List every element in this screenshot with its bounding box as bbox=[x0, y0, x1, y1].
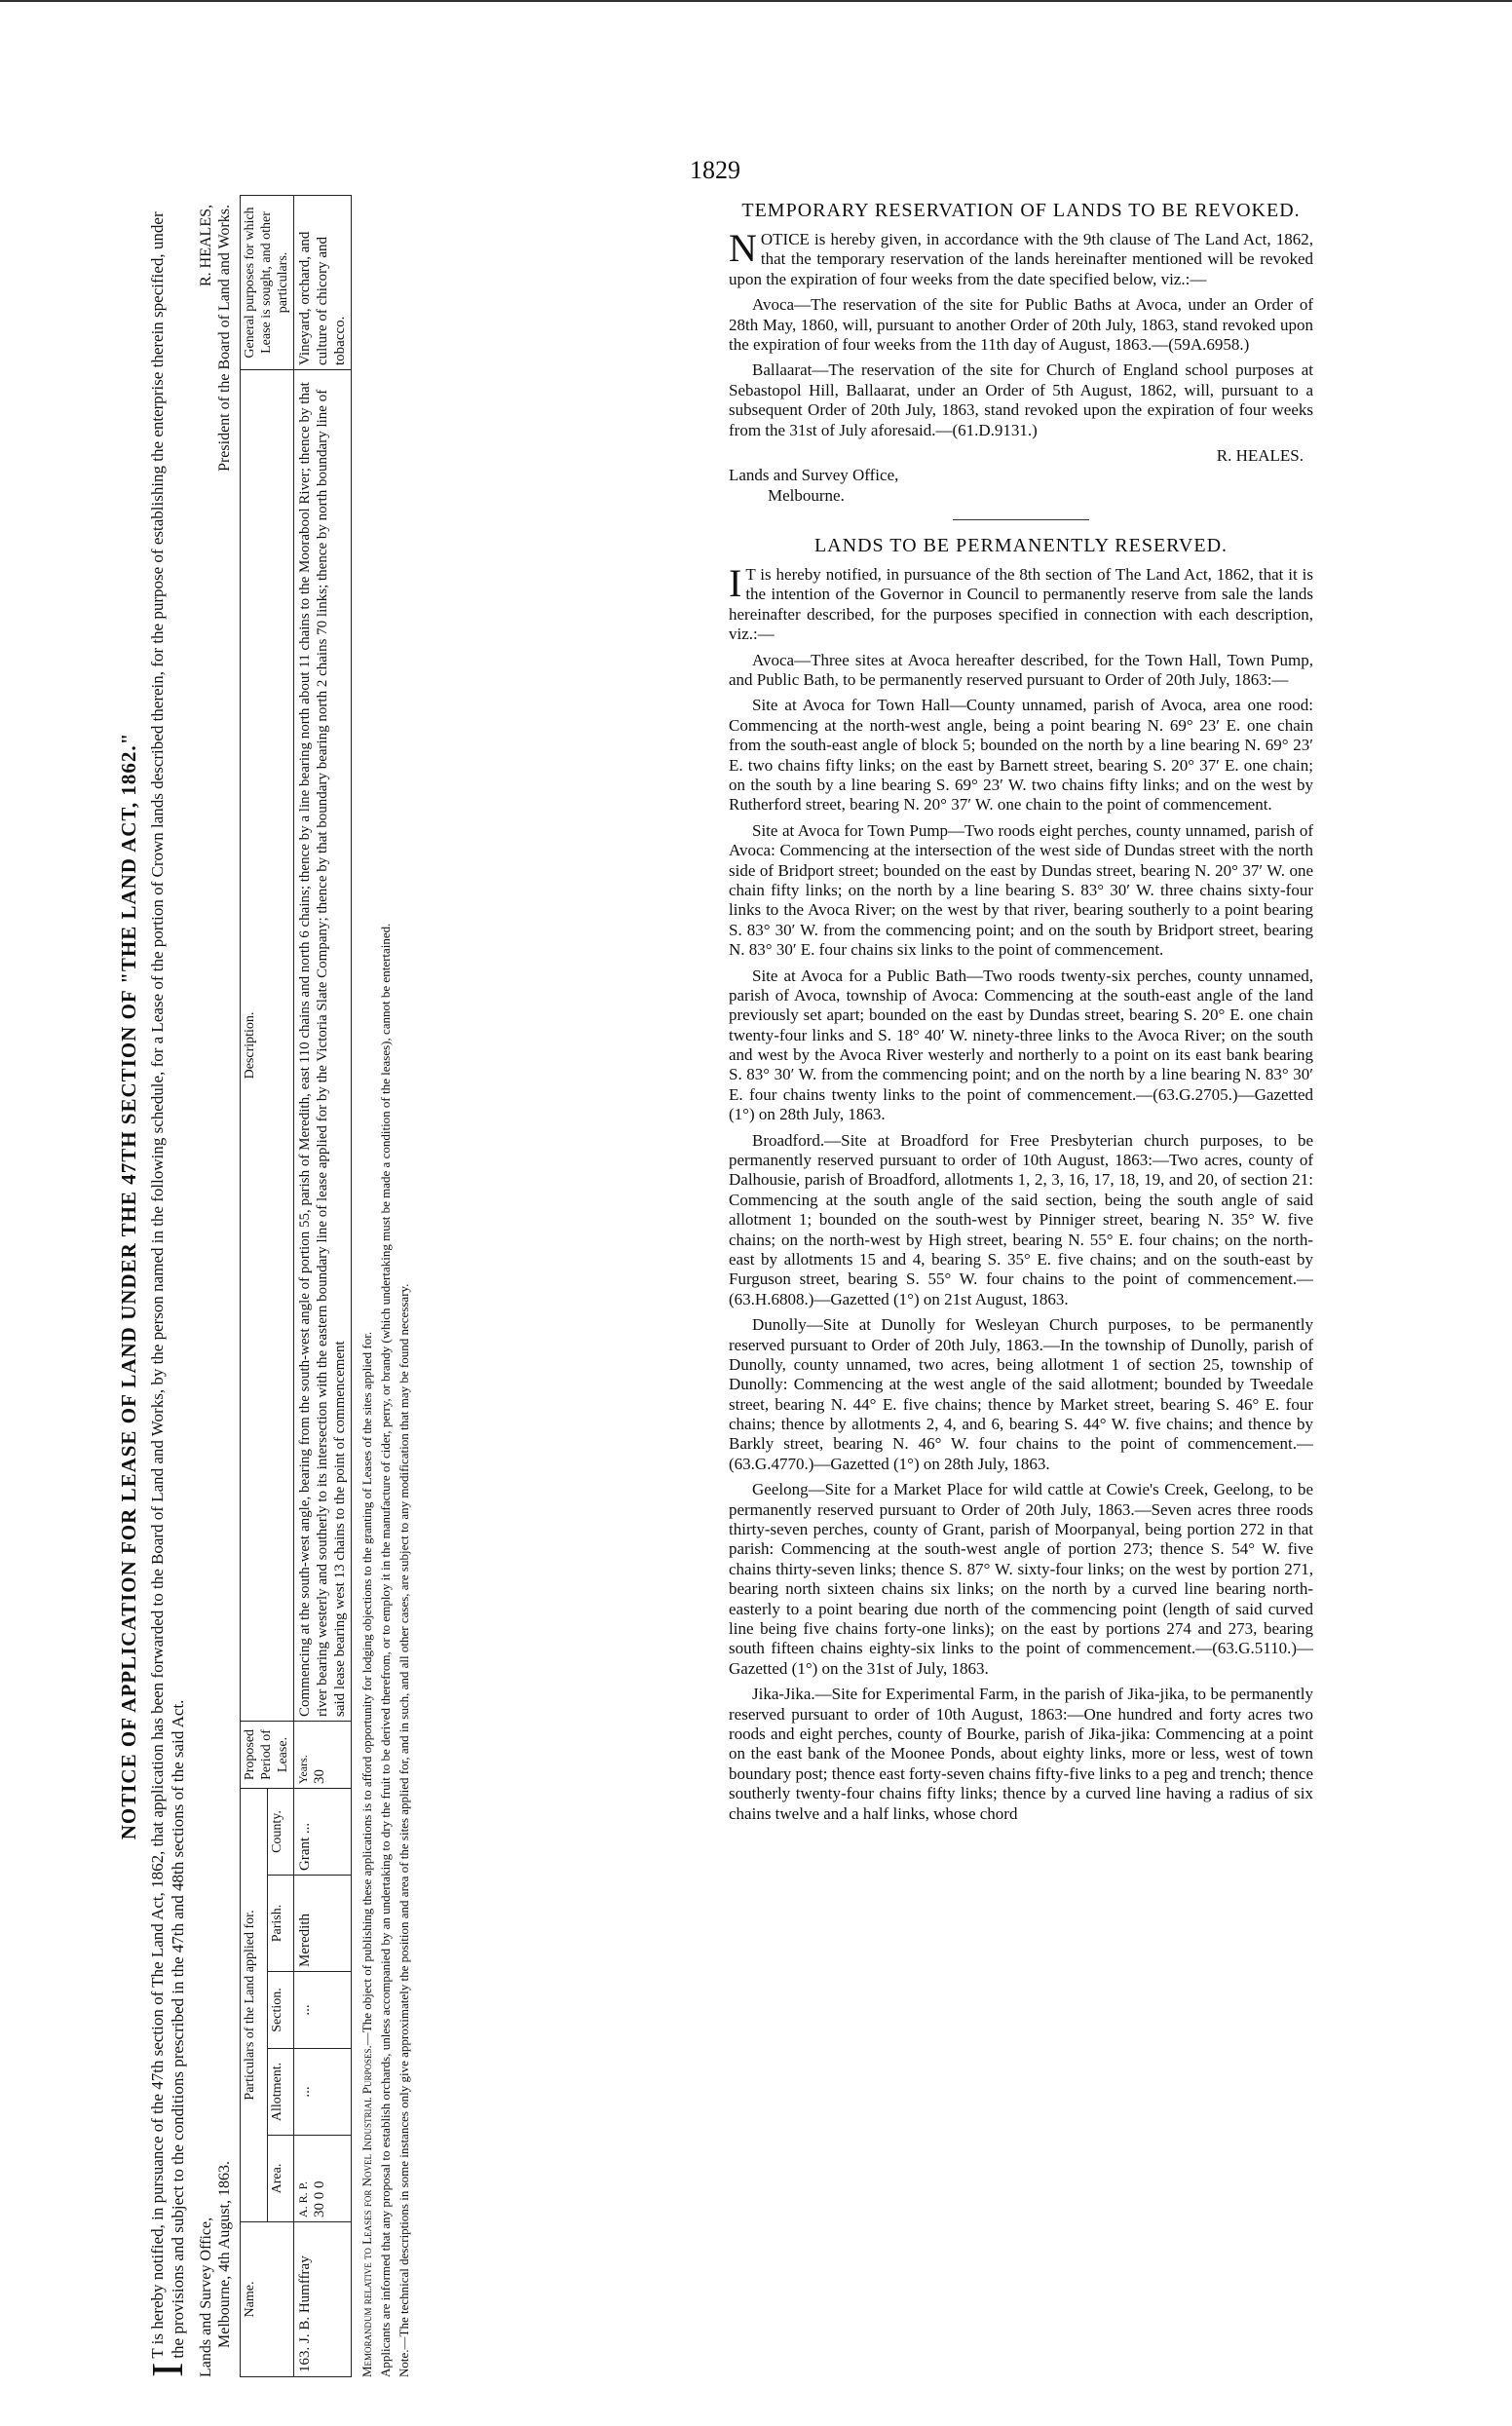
avoca-sites: Avoca—Three sites at Avoca hereafter described, for the Town Hall, Town Pump, and Public Bath, to be permanently reserved pursuant to Order of 20th July, 1863:— bbox=[729, 650, 1313, 690]
notice-intro bbox=[142, 195, 193, 2377]
office-line: Lands and Survey Office, bbox=[729, 466, 899, 485]
memorandum bbox=[359, 195, 413, 2377]
table-row bbox=[294, 196, 352, 2377]
lease-application-notice bbox=[115, 195, 738, 2377]
avoca-public-bath: Site at Avoca for a Public Bath—Two roods twenty-six perches, county unnamed, parish of Avoca, township of Avoca: Commencing at the south-east angle of the land previously set apart; bounded on the east by Dundas street, bearing S. 20° E. one chain twenty-four links and S. 18° 40′ W. ninety-three links to the Avoca River; on the south and west by the Avoca River westerly and northerly to a point on its east bank bearing S. 83° 30′ W. from the commencing point; and on the north by a line bearing N. 83° 30′ E. four chains twenty links to the point of commencement.—(63.G.2705.)—Gazetted (1°) on 28th July, 1863. bbox=[729, 966, 1313, 1124]
period-value: 30 bbox=[311, 1769, 327, 1784]
intro-text: T is hereby notified, in pursuance of the 47th section of The Land Act, 1862, that application has been forwarded to the Board of Land and Works, by the person named in the following schedule, for a Lease of the portion of Crown lands described therein, for the purpose of establishing the enterprise therein specified, under the provisions and subject to the conditions prescribed in the 47th and 48th sections of the said Act. bbox=[148, 211, 188, 2359]
signer-name: R. HEALES, bbox=[197, 205, 214, 286]
notice-title: NOTICE OF APPLICATION FOR LEASE OF LAND UNDER THE 47TH SECTION OF "THE LAND ACT, 1862." bbox=[117, 732, 140, 1840]
page-number: 1829 bbox=[690, 156, 740, 184]
col-particulars: Particulars of the Land applied for. bbox=[241, 1789, 268, 2222]
col-parish: Parish. bbox=[267, 1876, 294, 1972]
period-units: Years. bbox=[296, 1755, 311, 1784]
drop-cap: N bbox=[729, 226, 757, 270]
col-allotment: Allotment. bbox=[267, 2049, 294, 2136]
memo-para bbox=[359, 195, 376, 2377]
avoca-revocation: Avoca—The reservation of the site for Public Baths at Avoca, under an Order of 28th May, 1860, will, pursuant to another Order of 20th July, 1863, stand revoked upon the expiration of four weeks from the 11th day of August, 1863.—(59A.6958.) bbox=[729, 295, 1313, 354]
col-section: Section. bbox=[267, 1972, 294, 2049]
broadford-site: Broadford.—Site at Broadford for Free Presbyterian church purposes, to be permanently reserved pursuant to order of 10th August, 1863:—Two acres, county of Dalhousie, parish of Broadford, allotments 1, 2, 3, 16, 17, 18, 19, and 20, of section 21: Commencing at the south angle of the said section, being the south angle of said allotment 1; bounded on the south-west by Pinniger street, bearing N. 35° W. five chains; on the north-west by High street, bearing N. 55° E. four chains; on the north-east by allotments 15 and 4, bearing S. 35° E. five chains; and on the south-east by Furguson street, bearing S. 55° W. four chains to the point of commencement.—(63.H.6808.)—Gazetted (1°) on 21st August, 1863. bbox=[729, 1130, 1313, 1308]
permanent-intro-text: T is hereby notified, in pursuance of the 8th section of The Land Act, 1862, that it is the intention of the Governor in Council to permanently reserve from sale the lands hereinafter described, for the purposes specified in connection with each description, viz.:— bbox=[729, 565, 1313, 644]
col-description: Description. bbox=[241, 370, 294, 1722]
office-line: Lands and Survey Office, bbox=[197, 2217, 214, 2377]
notice-text: OTICE is hereby given, in accordance with the 9th clause of The Land Act, 1862, that the temporary reservation of the lands hereinafter mentioned will be revoked upon the expiration of four weeks from the date specified below, viz.:— bbox=[729, 230, 1313, 288]
memo-note: Note.—The technical descriptions in some instances only give approximately the position and area of the sites applied for, and in such, and all other cases, are subject to any modification that may be found necessary. bbox=[397, 1283, 412, 2377]
cell-purposes: Vineyard, orchard, and culture of chicory and tobacco. bbox=[294, 196, 352, 370]
left-notice-wrapper bbox=[115, 195, 738, 2377]
cell-description: Commencing at the south-west angle, bearing from the south-west angle of portion 55, parish of Meredith, east 110 chains and north 6 chains; thence by a line bearing north about 11 chains to the Moorabool River; thence by that river bearing westerly and southerly to its intersection with the eastern boundary line of lease applied for by the Victoria Slate Company; thence by that boundary bearing north 2 chains 70 links; thence by north boundary line of said lease bearing west 13 chains to the point of commencement bbox=[294, 370, 352, 1722]
top-rule bbox=[0, 0, 1512, 2]
memo-applicants: Applicants are informed that any proposal to establish orchards, unless accompanied by an undertaking to dry the fruit to be derived therefrom, or to employ it in the manufacture of cider, perry, or brandy (which undertaking must be made a condition of the leases), cannot be entertained. bbox=[378, 923, 394, 2377]
cell-name: 163. J. B. Humffray bbox=[294, 2222, 352, 2377]
revocation-notice bbox=[729, 226, 1313, 289]
col-county: County. bbox=[267, 1789, 294, 1876]
cell-area bbox=[294, 2136, 352, 2222]
drop-cap: I bbox=[142, 2362, 193, 2377]
signer-heales: R. HEALES. bbox=[1216, 445, 1304, 465]
area-units: A. R. P. bbox=[296, 2180, 311, 2218]
cell-period bbox=[294, 1722, 352, 1789]
cell-section: ... bbox=[294, 1972, 352, 2049]
avoca-town-hall: Site at Avoca for Town Hall—County unnamed, parish of Avoca, area one rood: Commencing at the north-west angle, being a point bearing N. 69° 23′ E. one chain from the south-east angle of block 5; bounded on the north by a line bearing N. 69° 23′ E. two chains fifty links; on the east by Barnett street, bearing S. 20° 37′ E. one chain; on the south by a line bearing S. 69° 23′ W. two chains fifty links; and on the west by Rutherford street, bearing N. 20° 37′ W. one chain to the point of commencement. bbox=[729, 696, 1313, 815]
signer-title: President of the Board of Land and Works. bbox=[215, 205, 233, 472]
dunolly-site: Dunolly—Site at Dunolly for Wesleyan Church purposes, to be permanently reserved pursuant to Order of 20th July, 1863.—In the township of Dunolly, parish of Dunolly, county unnamed, two acres, being allotment 1 of section 25, township of Dunolly: Commencing at the west angle of the said allotment; bounded by Tweedale street, bearing N. 44° E. five chains; thence by Market street, bearing S. 46° E. four chains; thence by allotments 2, 4, and 6, bearing S. 44° W. five chains; and thence by Barkly street, bearing N. 46° W. four chains to the point of commencement.—(63.G.4770.)—Gazetted (1°) on 28th July, 1863. bbox=[729, 1315, 1313, 1473]
memo-text: —The object of publishing these applications is to afford opportunity for lodging objections to the granting of Leases of the sites applied for. bbox=[359, 1331, 375, 2046]
office-address bbox=[197, 2161, 234, 2377]
area-value: 30 0 0 bbox=[311, 2180, 327, 2218]
cell-county: Grant ... bbox=[294, 1789, 352, 1876]
signature bbox=[197, 195, 234, 472]
memo-heading: Memorandum relative to Leases for Novel Industrial Purposes. bbox=[359, 2045, 375, 2377]
geelong-site: Geelong—Site for a Market Place for wild cattle at Cowie's Creek, Geelong, to be permanently reserved pursuant to Order of 20th July, 1863.—Seven acres three roods thirty-seven perches, county of Grant, parish of Moorpanyal, being portion 272 in that parish: Commencing at the south-west angle of portion 273; thence S. 54° W. five chains thirty-seven links; thence S. 87° W. sixty-four links; on the west by portion 271, bearing north sixteen chains six links; on the north by a curved line bearing north-easterly to a point bearing due north of the commencing point (length of said curved line being five chains forty-one links); on the east by portions 274 and 273, bearing south fifteen chains eighty-six links to the point of commencement.—(63.G.5110.)—Gazetted (1°) on the 31st of July, 1863. bbox=[729, 1480, 1313, 1678]
right-column bbox=[729, 195, 1313, 1830]
cell-allotment: ... bbox=[294, 2049, 352, 2136]
col-name: Name. bbox=[241, 2222, 294, 2377]
permanent-intro bbox=[729, 561, 1313, 645]
temporary-reservation-heading: TEMPORARY RESERVATION OF LANDS TO BE REVOKED. bbox=[741, 200, 1301, 221]
permanent-reservation-heading: LANDS TO BE PERMANENTLY RESERVED. bbox=[813, 535, 1228, 557]
section-divider bbox=[953, 519, 1089, 520]
col-period: Proposed Period of Lease. bbox=[241, 1722, 294, 1789]
col-area: Area. bbox=[267, 2136, 294, 2222]
ballaarat-revocation: Ballaarat—The reservation of the site for Church of England school purposes at Sebastopol Hill, Ballaarat, under an Order of 5th August, 1862, will, pursuant to a subsequent Order of 20th July, 1863, stand revoked upon the expiration of four weeks from the 31st of July aforesaid.—(61.D.9131.) bbox=[729, 360, 1313, 439]
cell-parish: Meredith bbox=[294, 1876, 352, 1972]
col-purposes: General purposes for which Lease is sought, and other particulars. bbox=[241, 196, 294, 370]
drop-cap: I bbox=[729, 561, 742, 606]
schedule-table bbox=[240, 195, 352, 2377]
office-city: Melbourne. bbox=[768, 485, 845, 505]
jika-jika-site: Jika-Jika.—Site for Experimental Farm, in the parish of Jika-jika, to be permanently reserved pursuant to order of 10th August, 1863:—One hundred and forty acres two roods and eight perches, county of Bourke, parish of Jika-jika: Commencing at a point on the east bank of the Moonee Ponds, about eighty links, more or less, west of town boundary post; thence east forty-seven chains fifty-five links to a peg and trench; thence southerly twenty-four chains fifty links; thence by a curved line having a radius of six chains twelve and a half links, whose chord bbox=[729, 1685, 1313, 1823]
signature-row bbox=[197, 195, 234, 2377]
avoca-town-pump: Site at Avoca for Town Pump—Two roods eight perches, county unnamed, parish of Avoca: Commencing at the intersection of the west side of Dundas street with the north side of Bridport street; bounded on the east by Dundas street, bearing N. 20° 37′ W. one chain fifty links; on the north by a line bearing S. 83° 30′ W. three chains sixty-four links to the Avoca River; on the west by that river, bearing southerly to a point bearing S. 83° 30′ W. from the commencing point; and on the south by Bridport street, bearing N. 83° 30′ E. four chains six links to the point of commencement. bbox=[729, 820, 1313, 960]
office-date: Melbourne, 4th August, 1863. bbox=[215, 2161, 233, 2348]
